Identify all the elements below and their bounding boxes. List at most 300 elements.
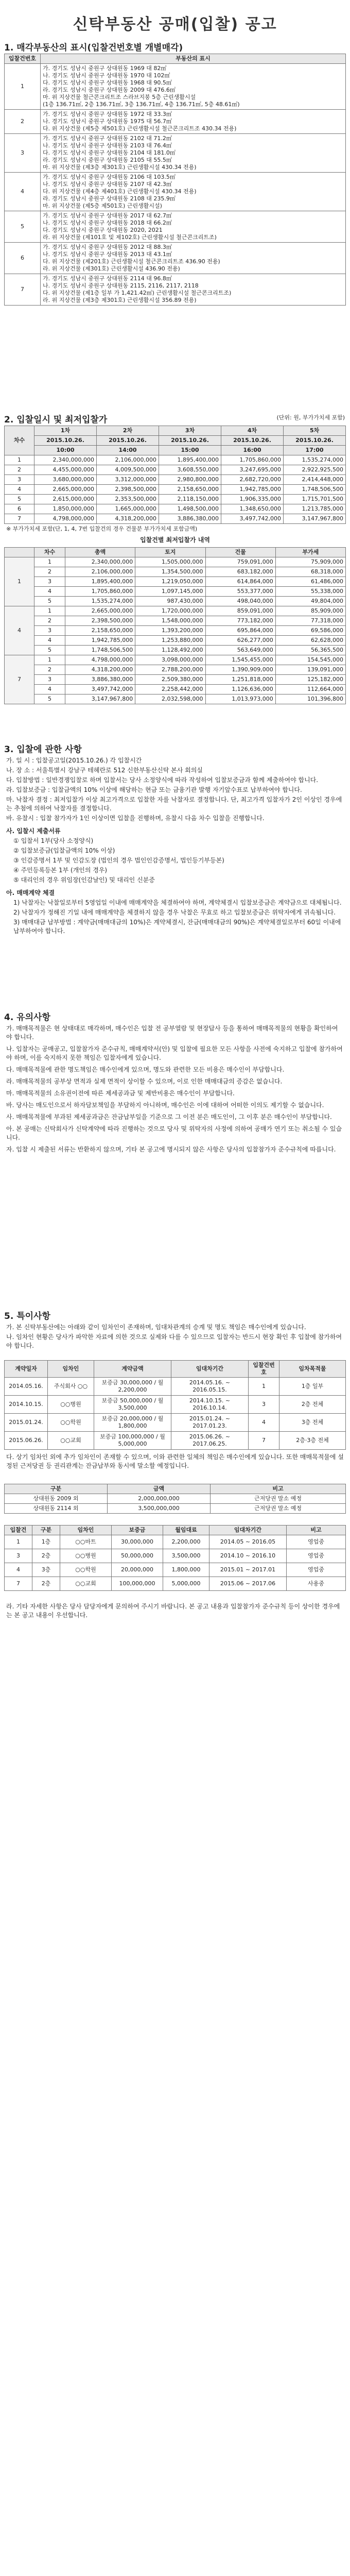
col-header-tenant: 입찰건 <box>5 1526 32 1535</box>
table-row <box>5 616 346 626</box>
tenant-cell: 4 <box>5 1563 32 1577</box>
table-row <box>5 110 346 134</box>
price-cell: 1,715,701,500 <box>284 495 346 504</box>
mortgage-cell: 3,500,000,000 <box>108 1504 211 1514</box>
price-cell: 3,147,967,800 <box>284 514 346 524</box>
col-header-tenant: 월임대료 <box>163 1526 209 1535</box>
paragraph: 나. 입찰자는 공매공고, 입찰참가자 준수규칙, 매매계약서(안) 및 입찰에 필요한 모든 사항을 사전에 숙지하고 입찰에 참가하여야 하며, 이를 숙지하지 못한 책임은 입찰자에게 있습니다. <box>6 1045 343 1061</box>
tenant-cell: 1층 <box>32 1535 60 1549</box>
price-cell: 55,338,000 <box>275 587 345 597</box>
tenant-cell: 2015.01 ~ 2017.01 <box>209 1563 287 1577</box>
price-cell: 695,864,000 <box>205 626 275 636</box>
col-header-lot <box>5 548 34 557</box>
round-number: 3 <box>34 675 65 685</box>
round-number: 2 <box>34 665 65 675</box>
price-cell: 154,545,000 <box>275 655 345 665</box>
breakdown-table <box>4 547 346 704</box>
lease-cell: ○○학원 <box>48 1414 94 1432</box>
price-cell: 3,680,000,000 <box>34 475 97 485</box>
section4-body <box>6 1024 344 1157</box>
col-header-time: 16:00 <box>221 446 284 455</box>
lot-number: 1 <box>5 455 34 465</box>
property-line: 라. 위 지상건물 (제301호) 근린생활시설 436.90 전용) <box>43 265 180 272</box>
round-number: 2 <box>34 567 65 577</box>
section5-closing: 라. 기타 자세한 사항은 당사 담당자에게 문의하여 주시기 바랍니다. 본 공고 내용과 입찰참가자 준수규칙 등이 상이한 경우에는 본 공고 내용이 우선합니다. <box>6 1603 340 1619</box>
price-cell: 49,804,000 <box>275 597 345 606</box>
property-line: 라. 경기도 성남시 중원구 상대원동 2108 대 235.9㎡ <box>43 195 176 202</box>
page-title: 신탁부동산 공매(입찰) 공고 <box>73 15 277 33</box>
price-cell: 2,615,000,000 <box>34 495 97 504</box>
price-cell: 2,340,000,000 <box>65 557 135 567</box>
price-cell: 1,097,145,000 <box>135 587 205 597</box>
lot-number: 4 <box>5 606 34 655</box>
property-line: 가. 경기도 성남시 중원구 상대원동 1969 대 82㎡ <box>43 65 167 72</box>
paragraph: 라. 입찰보증금 : 입찰금액의 10% 이상에 해당하는 현금 또는 금융기관 발행 자기앞수표로 납부하여야 합니다. <box>6 786 302 793</box>
price-cell: 1,535,274,000 <box>65 597 135 606</box>
col-header-round: 차수 <box>5 426 34 455</box>
col-header-date: 2015.10.26. <box>221 436 284 446</box>
table-row <box>5 665 346 675</box>
breakdown-title: 입찰건별 최저입찰가 내역 <box>140 536 210 544</box>
price-cell: 3,147,967,800 <box>65 694 135 704</box>
lease-cell: 2층·3층 전체 <box>279 1432 346 1450</box>
price-cell: 2,158,650,000 <box>65 626 135 636</box>
price-cell: 4,798,000,000 <box>65 655 135 665</box>
property-line: 나. 경기도 성남시 중원구 상대원동 2115, 2116, 2117, 2118 <box>43 282 199 289</box>
lot-number: 7 <box>5 655 34 704</box>
lease-cell: 2015.01.24. ~ 2017.01.23. <box>171 1414 249 1432</box>
paragraph: 바. 당사는 매도인으로서 하자담보책임을 부담하지 아니하며, 매수인은 이에 대하여 어떠한 이의도 제기할 수 없습니다. <box>6 1101 324 1109</box>
paragraph: 사. 매매목적물에 부과된 제세공과금은 잔금납부일을 기준으로 그 이전 분은 매도인이, 그 이후 분은 매수인이 부담합니다. <box>6 1113 332 1121</box>
lease-cell: 3층 전체 <box>279 1414 346 1432</box>
price-cell: 2,682,720,000 <box>221 475 284 485</box>
price-cell: 2,032,598,000 <box>135 694 205 704</box>
lot-number: 3 <box>5 475 34 485</box>
property-description <box>41 134 346 173</box>
tenant-cell: ○○학원 <box>60 1563 112 1577</box>
price-cell: 61,486,000 <box>275 577 345 587</box>
paragraph: 나. 임차인 현황은 당사가 파악한 자료에 의한 것으로 실제와 다를 수 있으므로 입찰자는 반드시 현장 확인 후 입찰에 참가하여야 합니다. <box>6 1333 342 1349</box>
price-cell: 2,509,380,000 <box>135 675 205 685</box>
col-header-tenant: 임대차기간 <box>209 1526 287 1535</box>
col-header-time: 17:00 <box>284 446 346 455</box>
price-cell: 563,649,000 <box>205 646 275 655</box>
price-cell: 1,253,880,000 <box>135 636 205 646</box>
lease-cell: ○○교회 <box>48 1432 94 1450</box>
price-cell: 69,586,000 <box>275 626 345 636</box>
lot-number: 1 <box>5 557 34 606</box>
price-cell: 125,182,000 <box>275 675 345 685</box>
property-line: 나. 경기도 성남시 중원구 상대원동 2107 대 42.3㎡ <box>43 181 172 188</box>
price-cell: 1,393,200,000 <box>135 626 205 636</box>
col-header-lease: 계약금액 <box>94 1361 171 1378</box>
tenant-cell: 2,200,000 <box>163 1535 209 1549</box>
tenant-cell: 7 <box>5 1577 32 1591</box>
price-cell: 1,665,000,000 <box>97 504 159 514</box>
price-cell: 2,788,200,000 <box>135 665 205 675</box>
price-cell: 1,128,492,000 <box>135 646 205 655</box>
paragraph: 다. 입찰방법 : 일반경쟁입찰로 하며 입찰서는 당사 소정양식에 따라 작성하여 입찰보증금과 함께 제출하여야 합니다. <box>6 776 319 784</box>
list-item: ① 입찰서 1부(당사 소정양식) <box>13 837 94 844</box>
round-number: 1 <box>34 655 65 665</box>
col-header-lease: 임차목적물 <box>279 1361 346 1378</box>
property-line: 다. 경기도 성남시 중원구 상대원동 2020, 2021 <box>43 227 163 233</box>
col-header-breakdown: 건물 <box>205 548 275 557</box>
property-line: 다. 위 지상건물 (제201호) 근린생활시설 철근콘크리트조 436.90 전용) <box>43 258 220 265</box>
price-cell: 1,720,000,000 <box>135 606 205 616</box>
price-cell: 3,312,000,000 <box>97 475 159 485</box>
col-header-time: 14:00 <box>97 446 159 455</box>
tenant-cell: 30,000,000 <box>112 1535 163 1549</box>
price-cell: 1,748,506,500 <box>65 646 135 655</box>
property-line: 가. 경기도 성남시 중원구 상대원동 2102 대 71.2㎡ <box>43 135 172 142</box>
property-line: 마. 위 지상건물 철근콘크리트조 스라브지붕 5층 근린생활시설 <box>43 94 196 100</box>
table-row <box>5 587 346 597</box>
list-item: ⑤ 대리인의 경우 위임장(인감날인) 및 대리인 신분증 <box>13 876 155 884</box>
lease-cell: 2015.06.26. ~ 2017.06.25. <box>171 1432 249 1450</box>
paragraph: 라. 매매목적물의 공부상 면적과 실제 면적이 상이할 수 있으며, 이로 인한 매매대금의 증감은 없습니다. <box>6 1078 283 1085</box>
price-cell: 626,277,000 <box>205 636 275 646</box>
property-line: 가. 경기도 성남시 중원구 상대원동 2106 대 103.5㎡ <box>43 174 176 180</box>
round-number: 2 <box>34 616 65 626</box>
price-cell: 4,455,000,000 <box>34 465 97 475</box>
price-cell: 3,886,380,000 <box>65 675 135 685</box>
round-number: 4 <box>34 685 65 694</box>
mortgage-cell: 근저당권 말소 예정 <box>211 1504 346 1514</box>
section2-heading: 2. 입찰일시 및 최저입찰가 <box>4 415 108 425</box>
col-header-date: 2015.10.26. <box>284 436 346 446</box>
price-cell: 987,430,000 <box>135 597 205 606</box>
lease-cell: 2014.10.15. ~ 2016.10.14. <box>171 1396 249 1414</box>
table-row <box>5 636 346 646</box>
lease-cell: 2015.06.26. <box>5 1432 48 1450</box>
lease-cell: 보증금 20,000,000 / 월 1,800,000 <box>94 1414 171 1432</box>
tenant-cell: 3층 <box>32 1563 60 1577</box>
round-number: 3 <box>34 626 65 636</box>
lot-number: 4 <box>5 485 34 495</box>
price-cell: 2,414,448,000 <box>284 475 346 485</box>
tenant-cell: 영업중 <box>287 1535 346 1549</box>
tenant-cell: 영업중 <box>287 1563 346 1577</box>
tenant-cell: 3,500,000 <box>163 1549 209 1563</box>
price-cell: 1,895,400,000 <box>159 455 221 465</box>
lot-number: 4 <box>5 173 41 211</box>
property-line: 가. 경기도 성남시 중원구 상대원동 2114 대 96.8㎡ <box>43 275 172 282</box>
price-cell: 4,798,000,000 <box>34 514 97 524</box>
lot-number: 5 <box>5 211 41 243</box>
round-number: 1 <box>34 557 65 567</box>
tenant-cell: ○○마트 <box>60 1535 112 1549</box>
paragraph: 나. 장 소 : 서울특별시 강남구 테헤란로 512 신한부동산신탁 본사 회의실 <box>6 767 203 774</box>
list-item: ④ 주민등록등본 1부 (개인의 경우) <box>13 867 108 874</box>
price-cell: 2,118,150,000 <box>159 495 221 504</box>
table-row <box>5 211 346 243</box>
col-header-round-label: 2차 <box>97 426 159 436</box>
price-cell: 56,365,500 <box>275 646 345 655</box>
tenant-cell: 50,000,000 <box>112 1549 163 1563</box>
section4-heading: 4. 유의사항 <box>4 1012 50 1023</box>
lot-number: 6 <box>5 243 41 274</box>
round-number: 4 <box>34 636 65 646</box>
property-line: 가. 경기도 성남시 중원구 상대원동 2017 대 62.7㎡ <box>43 212 172 219</box>
round-number: 3 <box>34 577 65 587</box>
round-number: 5 <box>34 597 65 606</box>
tenant-table <box>4 1525 346 1591</box>
price-cell: 614,864,000 <box>205 577 275 587</box>
tenant-cell: 3 <box>5 1549 32 1563</box>
paragraph: 자. 입찰 시 제출된 서류는 반환하지 않으며, 기타 본 공고에 명시되지 않은 사항은 당사의 입찰참가자 준수규칙에 따릅니다. <box>6 1146 336 1153</box>
tenant-cell: 100,000,000 <box>112 1577 163 1591</box>
paragraph: 1) 낙찰자는 낙찰일로부터 5영업일 이내에 매매계약을 체결하여야 하며, 계약체결시 입찰보증금은 계약금으로 대체됩니다. <box>13 899 342 906</box>
price-cell: 2,106,000,000 <box>97 455 159 465</box>
property-line: 다. 위 지상건물 (제5층 제501호) 근린생활시설 철근콘크리트조 430.34 전용) <box>43 125 237 132</box>
col-header-mortgage: 구분 <box>5 1484 108 1494</box>
price-cell: 1,906,335,000 <box>221 495 284 504</box>
tenant-cell: 2015.06 ~ 2017.06 <box>209 1577 287 1591</box>
lot-number: 2 <box>5 465 34 475</box>
price-cell: 77,318,000 <box>275 616 345 626</box>
col-header-lease: 임차인 <box>48 1361 94 1378</box>
property-line: 라. 위 지상건물 (제101호 및 제102호) 근린생활시설 철근콘크리트조) <box>43 234 217 241</box>
price-cell: 3,608,550,000 <box>159 465 221 475</box>
table-row <box>5 597 346 606</box>
price-cell: 498,040,000 <box>205 597 275 606</box>
col-header-round-label: 3차 <box>159 426 221 436</box>
table-row <box>5 173 346 211</box>
lot-number: 5 <box>5 495 34 504</box>
price-cell: 2,922,925,500 <box>284 465 346 475</box>
round-number: 5 <box>34 694 65 704</box>
table-row <box>5 1432 346 1450</box>
price-cell: 3,247,695,000 <box>221 465 284 475</box>
table-row <box>5 626 346 636</box>
price-cell: 1,390,909,000 <box>205 665 275 675</box>
table-row <box>5 675 346 685</box>
price-cell: 1,505,000,000 <box>135 557 205 567</box>
price-cell: 3,497,742,000 <box>221 514 284 524</box>
table-row <box>5 1549 346 1563</box>
table-row <box>5 475 346 485</box>
price-cell: 2,398,500,000 <box>97 485 159 495</box>
price-cell: 62,628,000 <box>275 636 345 646</box>
col-header-tenant: 구분 <box>32 1526 60 1535</box>
price-cell: 1,942,785,000 <box>221 485 284 495</box>
price-cell: 1,942,785,000 <box>65 636 135 646</box>
paragraph: 2) 낙찰자가 정해진 기일 내에 매매계약을 체결하지 않을 경우 낙찰은 무효로 하고 입찰보증금은 위탁자에게 귀속됩니다. <box>13 909 336 916</box>
table-row <box>5 694 346 704</box>
lease-cell: 2014.05.16. ~ 2016.05.15. <box>171 1378 249 1396</box>
section5-heading: 5. 특이사항 <box>4 1311 50 1321</box>
table-row <box>5 1494 346 1504</box>
price-unit: (단위: 원, 부가가치세 포함) <box>276 414 345 421</box>
paragraph: 마. 낙찰자 결정 : 최저입찰가 이상 최고가격으로 입찰한 자를 낙찰자로 결정합니다. 단, 최고가격 입찰자가 2인 이상인 경우에는 추첨에 의하여 낙찰자를 결정합니다. <box>6 796 342 812</box>
property-description <box>41 274 346 306</box>
tenant-cell: 2층 <box>32 1549 60 1563</box>
section5-intro <box>6 1323 344 1351</box>
lease-cell: 4 <box>249 1414 279 1432</box>
property-line: 다. 경기도 성남시 중원구 상대원동 1968 대 90.5㎡ <box>43 79 172 86</box>
price-cell: 1,850,000,000 <box>34 504 97 514</box>
lease-cell: 주식회사 ○○ <box>48 1378 94 1396</box>
price-cell: 1,545,455,000 <box>205 655 275 665</box>
mortgage-cell: 상대원동 2114 외 <box>5 1504 108 1514</box>
table-row <box>5 557 346 567</box>
property-table <box>4 54 346 306</box>
property-line: 나. 경기도 성남시 중원구 상대원동 2013 대 43.1㎡ <box>43 251 172 258</box>
price-cell: 2,340,000,000 <box>34 455 97 465</box>
paragraph: 바. 유찰시 : 입찰 참가자가 1인 이상이면 입찰을 진행하며, 유찰시 다음 차수 입찰을 진행합니다. <box>6 815 265 822</box>
price-cell: 75,909,000 <box>275 557 345 567</box>
lot-number: 7 <box>5 274 41 306</box>
col-header-lease: 입찰건번호 <box>249 1361 279 1378</box>
price-cell: 85,909,000 <box>275 606 345 616</box>
section3-heading: 3. 입찰에 관한 사항 <box>4 744 82 755</box>
property-line: 라. 위 지상건물 (제3층 제301호) 근린생활시설 356.89 전용) <box>43 297 197 303</box>
table-row <box>5 1535 346 1549</box>
paragraph: 마. 매매목적물의 소유권이전에 따른 제세공과금 및 제반비용은 매수인이 부담합니다. <box>6 1090 235 1097</box>
col-header-breakdown: 부가세 <box>275 548 345 557</box>
lease-cell: 보증금 30,000,000 / 월 2,200,000 <box>94 1378 171 1396</box>
table-row <box>5 504 346 514</box>
tenant-cell: 사용중 <box>287 1577 346 1591</box>
table-row <box>5 655 346 665</box>
price-cell: 112,664,000 <box>275 685 345 694</box>
paragraph: 아. 본 공매는 신탁회사가 신탁계약에 따라 진행하는 것으로 당사 및 위탁자의 사정에 의하여 공매가 연기 또는 취소될 수 있습니다. <box>6 1125 342 1141</box>
lot-number: 2 <box>5 110 41 134</box>
tenant-cell: 2층 <box>32 1577 60 1591</box>
list-item: ② 입찰보증금(입찰금액의 10% 이상) <box>13 847 115 854</box>
tenant-cell: ○○병원 <box>60 1549 112 1563</box>
price-cell: 2,158,650,000 <box>159 485 221 495</box>
col-header-tenant: 보증금 <box>112 1526 163 1535</box>
mortgage-cell: 근저당권 말소 예정 <box>211 1494 346 1504</box>
col-header-date: 2015.10.26. <box>159 436 221 446</box>
mortgage-cell: 상대원동 2009 외 <box>5 1494 108 1504</box>
lease-table <box>4 1360 346 1450</box>
property-line: 마. 위 지상건물 (제3층 제301호) 근린생활시설 430.34 전용) <box>43 164 197 171</box>
table-row <box>5 1396 346 1414</box>
subheading: 사. 입찰시 제출서류 <box>6 827 61 835</box>
col-header-breakdown: 토지 <box>135 548 205 557</box>
price-cell: 1,213,785,000 <box>284 504 346 514</box>
tenant-cell: 2014.10 ~ 2016.10 <box>209 1549 287 1563</box>
price-cell: 4,318,200,000 <box>97 514 159 524</box>
price-cell: 68,318,000 <box>275 567 345 577</box>
price-cell: 3,886,380,000 <box>159 514 221 524</box>
property-line: 다. 경기도 성남시 중원구 상대원동 2104 대 181.0㎡ <box>43 149 176 156</box>
table-row <box>5 465 346 475</box>
price-cell: 139,091,000 <box>275 665 345 675</box>
table-row <box>5 455 346 465</box>
lease-cell: 3 <box>249 1396 279 1414</box>
price-cell: 553,377,000 <box>205 587 275 597</box>
price-cell: 859,091,000 <box>205 606 275 616</box>
table-row <box>5 577 346 587</box>
lot-number: 3 <box>5 134 41 173</box>
property-line: (1층 136.71㎡, 2층 136.71㎡, 3층 136.71㎡, 4층 136.71㎡, 5층 48.61㎡) <box>43 101 240 108</box>
round-number: 4 <box>34 587 65 597</box>
price-cell: 1,013,973,000 <box>205 694 275 704</box>
table-row <box>5 495 346 504</box>
lease-cell: 2층 전체 <box>279 1396 346 1414</box>
section3-body <box>6 756 344 937</box>
property-line: 나. 경기도 성남시 중원구 상대원동 1975 대 56.7㎡ <box>43 118 172 125</box>
property-line: 나. 경기도 성남시 중원구 상대원동 2018 대 66.2㎡ <box>43 219 172 226</box>
col-header-mortgage: 비고 <box>211 1484 346 1494</box>
price-cell: 2,353,500,000 <box>97 495 159 504</box>
price-cell: 101,396,800 <box>275 694 345 704</box>
mortgage-cell: 2,000,000,000 <box>108 1494 211 1504</box>
price-cell: 4,318,200,000 <box>65 665 135 675</box>
price-cell: 3,497,742,000 <box>65 685 135 694</box>
property-description <box>41 211 346 243</box>
tenant-cell: 20,000,000 <box>112 1563 163 1577</box>
price-cell: 1,705,860,000 <box>65 587 135 597</box>
table-row <box>5 1504 346 1514</box>
lease-cell: 2015.01.24. <box>5 1414 48 1432</box>
price-table <box>4 426 346 524</box>
price-cell: 1,348,650,000 <box>221 504 284 514</box>
table-row <box>5 134 346 173</box>
price-cell: 759,091,000 <box>205 557 275 567</box>
price-cell: 1,498,500,000 <box>159 504 221 514</box>
mortgage-table <box>4 1484 346 1514</box>
lot-number: 6 <box>5 504 34 514</box>
price-cell: 1,895,400,000 <box>65 577 135 587</box>
price-cell: 2,106,000,000 <box>65 567 135 577</box>
tenant-cell: 2014.05 ~ 2016.05 <box>209 1535 287 1549</box>
table-row <box>5 606 346 616</box>
paragraph: 가. 매매목적물은 현 상태대로 매각하며, 매수인은 입찰 전 공부열람 및 현장답사 등을 통하여 매매목적물의 현황을 확인하여야 합니다. <box>6 1025 338 1041</box>
section1-heading: 1. 매각부동산의 표시(입찰건번호별 개별매각) <box>4 43 183 53</box>
col-header-property: 부동산의 표시 <box>41 54 346 64</box>
list-item: ③ 인감증명서 1부 및 인감도장 (법인의 경우 법인인감증명서, 법인등기부등본) <box>13 857 224 864</box>
lease-cell: 2014.10.15. <box>5 1396 48 1414</box>
col-header-mortgage: 금액 <box>108 1484 211 1494</box>
table-row <box>5 1414 346 1432</box>
price-cell: 1,219,050,000 <box>135 577 205 587</box>
lease-cell: 1층 일부 <box>279 1378 346 1396</box>
price-cell: 1,354,500,000 <box>135 567 205 577</box>
subheading: 아. 매매계약 체결 <box>6 889 55 896</box>
paragraph: 다. 매매목적물에 관한 명도책임은 매수인에게 있으며, 명도와 관련한 모든 비용은 매수인이 부담합니다. <box>6 1066 285 1073</box>
table-row <box>5 243 346 274</box>
property-line: 다. 위 지상건물 (제4층 제401호) 근린생활시설 430.34 전용) <box>43 188 197 195</box>
col-header-date: 2015.10.26. <box>97 436 159 446</box>
col-header-no: 입찰건번호 <box>5 54 41 64</box>
col-header-lease: 임대차기간 <box>171 1361 249 1378</box>
round-number: 5 <box>34 646 65 655</box>
table-row <box>5 64 346 110</box>
property-line: 라. 경기도 성남시 중원구 상대원동 2105 대 55.5㎡ <box>43 157 172 163</box>
col-header-round-label: 1차 <box>34 426 97 436</box>
price-cell: 683,182,000 <box>205 567 275 577</box>
lease-cell: 1 <box>249 1378 279 1396</box>
tenant-cell: 5,000,000 <box>163 1577 209 1591</box>
property-line: 가. 경기도 성남시 중원구 상대원동 2012 대 88.3㎡ <box>43 244 172 250</box>
col-header-lease: 계약일자 <box>5 1361 48 1378</box>
section5-after: 다. 상기 임차인 외에 추가 임차인이 존재할 수 있으며, 이와 관련한 일체의 책임은 매수인에게 있습니다. 또한 매매목적물에 설정된 근저당권 등 권리관계는 잔금납부와 동시에 말소할 예정입니다. <box>6 1453 344 1469</box>
col-header-breakdown: 차수 <box>34 548 65 557</box>
lot-number: 1 <box>5 64 41 110</box>
table-row <box>5 1378 346 1396</box>
price-cell: 1,548,000,000 <box>135 616 205 626</box>
table-row <box>5 685 346 694</box>
property-description <box>41 173 346 211</box>
col-header-tenant: 임차인 <box>60 1526 112 1535</box>
col-header-time: 10:00 <box>34 446 97 455</box>
table-row <box>5 567 346 577</box>
